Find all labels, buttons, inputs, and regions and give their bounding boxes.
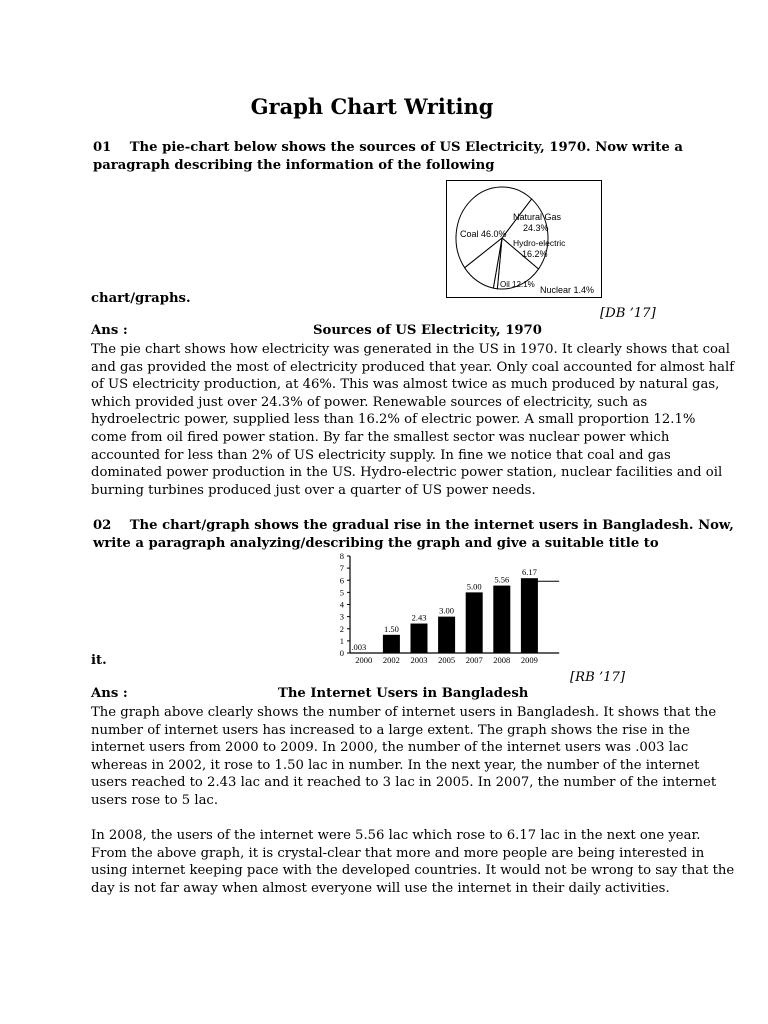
answer-line: day is not far away when almost everyone will use the internet in their daily activities. xyxy=(91,880,670,896)
answer-line: number of internet users has increased to a large extent. The graph shows the rise in the xyxy=(91,722,690,738)
question-2 xyxy=(93,517,743,553)
answer-line: users reached to 2.43 lac and it reached to 3 lac in 2005. In 2007, the number of the internet xyxy=(91,775,717,791)
answer-line: and gas provided the most of electricity produced that year. Only coal accounted for almost half xyxy=(91,359,735,375)
bar xyxy=(466,592,483,653)
bar xyxy=(493,586,510,653)
x-tick-label: 2000 xyxy=(355,655,373,665)
question-text: paragraph describing the information of the following xyxy=(93,158,495,173)
bar-value-label: 5.00 xyxy=(466,581,482,592)
x-tick-label: 2002 xyxy=(382,655,400,665)
question-text-tail: chart/graphs. xyxy=(91,291,191,306)
x-tick-label: 2007 xyxy=(465,655,483,665)
question-text: The pie-chart below shows the sources of US Electricity, 1970. Now write a xyxy=(129,140,683,155)
x-tick-label: 2008 xyxy=(493,655,511,665)
bar xyxy=(411,624,428,653)
question-text-tail: it. xyxy=(91,653,107,668)
ans-label: Ans : xyxy=(91,323,128,338)
answer-line: using internet keeping pace with the developed countries. It would not be wrong to say that the xyxy=(91,863,735,879)
y-tick-label: 5 xyxy=(339,587,344,598)
question-number: 01 xyxy=(93,140,112,155)
answer-title: The Internet Users in Bangladesh xyxy=(278,686,529,701)
bar-value-label: 2.43 xyxy=(411,612,427,623)
question-1 xyxy=(93,139,733,175)
answer-paragraph xyxy=(91,704,741,810)
bar xyxy=(383,635,400,653)
answer-line: In 2008, the users of the internet were 5.56 lac which rose to 6.17 lac in the next one year. xyxy=(91,828,701,843)
y-tick-label: 6 xyxy=(339,575,344,586)
question-text: write a paragraph analyzing/describing the graph and give a suitable title to xyxy=(93,536,659,551)
pie-label-nuclear: Nuclear 1.4% xyxy=(540,285,595,295)
question-text: The chart/graph shows the gradual rise in the internet users in Bangladesh. Now, xyxy=(129,518,734,533)
pie-label-hydro: Hydro-electric xyxy=(513,238,566,248)
answer-line: of US electricity production, at 46%. This was almost twice as much produced by natural gas, xyxy=(91,377,720,393)
y-tick-label: 2 xyxy=(339,623,344,634)
y-tick-label: 4 xyxy=(339,599,344,610)
answer-line: which provided just over 24.3% of power. Renewable sources of electricity, such as xyxy=(91,394,648,410)
x-tick-label: 2003 xyxy=(410,655,428,665)
answer-paragraph xyxy=(91,827,741,897)
y-tick-label: 0 xyxy=(339,648,344,658)
answer-title: Sources of US Electricity, 1970 xyxy=(313,323,542,338)
pie-label-gas: Natural Gas xyxy=(513,212,562,222)
answer-line: accounted for less than 2% of US electricity supply. In fine we notice that coal and gas xyxy=(91,447,671,463)
x-tick-label: 2005 xyxy=(438,655,456,665)
pie-label-gas-pct: 24.3% xyxy=(523,223,549,233)
pie-label-hydro-pct: 16.2% xyxy=(522,249,548,259)
bar-value-label: 6.17 xyxy=(521,567,537,578)
pie-label-oil: Oil 12.1% xyxy=(500,280,535,289)
question-number: 02 xyxy=(93,518,112,533)
answer-line: The pie chart shows how electricity was generated in the US in 1970. It clearly shows that coal xyxy=(91,342,730,357)
source-tag: [DB ’17] xyxy=(600,306,656,321)
y-tick-label: 3 xyxy=(339,611,344,622)
pie-chart xyxy=(446,180,602,298)
answer-line: From the above graph, it is crystal-clear that more and more people are being interested in xyxy=(91,845,705,861)
ans-label: Ans : xyxy=(91,686,128,701)
answer-line: whereas in 2002, it rose to 1.50 lac in number. In the next year, the number of the internet xyxy=(91,757,700,773)
y-tick-label: 8 xyxy=(339,551,344,561)
answer-line: come from oil fired power station. By far the smallest sector was nuclear power which xyxy=(91,429,670,445)
answer-line: The graph above clearly shows the number of internet users in Bangladesh. It shows that the xyxy=(91,705,717,720)
answer-line: dominated power production in the US. Hydro-electric power station, nuclear facilities and oil xyxy=(91,465,723,481)
x-tick-label: 2009 xyxy=(520,655,538,665)
page-title: Graph Chart Writing xyxy=(250,94,494,119)
bar-chart xyxy=(308,550,538,670)
bar-value-label: 1.50 xyxy=(383,623,399,634)
bar-value-label: 3.00 xyxy=(439,605,455,616)
y-tick-label: 7 xyxy=(339,563,344,574)
answer-line: hydroelectric power, supplied less than 16.2% of electric power. A small proportion 12.1% xyxy=(91,412,696,428)
pie-label-coal: Coal 46.0% xyxy=(460,229,507,239)
answer-line: internet users from 2000 to 2009. In 2000, the number of the internet users was .003 lac xyxy=(91,740,689,756)
answer-paragraph xyxy=(91,341,741,499)
bar xyxy=(521,578,538,653)
bar xyxy=(438,617,455,653)
bar-value-label: .003 xyxy=(351,641,367,652)
bar-value-label: 5.56 xyxy=(494,574,510,585)
y-tick-label: 1 xyxy=(339,635,344,646)
answer-line: users rose to 5 lac. xyxy=(91,792,219,808)
answer-line: burning turbines produced just over a quarter of US power needs. xyxy=(91,482,536,498)
source-tag: [RB ’17] xyxy=(570,670,626,685)
